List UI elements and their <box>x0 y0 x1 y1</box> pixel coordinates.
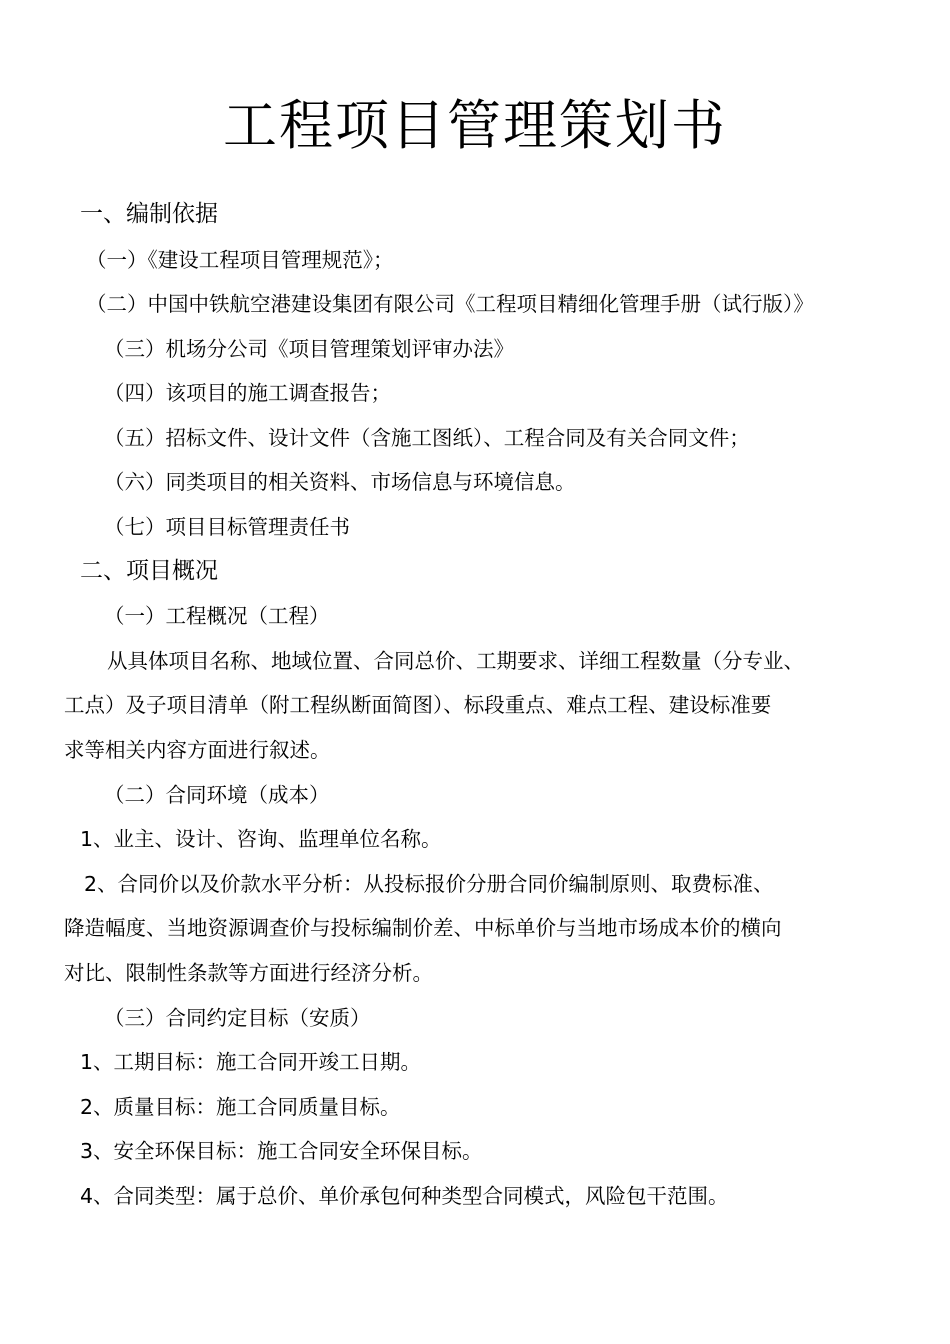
section-heading-basis: 一、编制依据 <box>80 201 218 227</box>
target-item-4: 4、合同类型：属于总价、单价承包何种类型合同模式，风险包干范围。 <box>80 1184 729 1208</box>
basis-item-7: （七）项目目标管理责任书 <box>104 515 350 539</box>
basis-item-2: （二）中国中铁航空港建设集团有限公司《工程项目精细化管理手册（试行版）》 <box>86 292 814 316</box>
document-title: 工程项目管理策划书 <box>223 94 727 157</box>
contract-item-2-line-2: 降造幅度、当地资源调查价与投标编制价差、中标单价与当地市场成本价的横向 <box>64 916 782 940</box>
contract-item-2-line-3: 对比、限制性条款等方面进行经济分析。 <box>64 961 433 985</box>
overview-sub2-title: （二）合同环境（成本） <box>104 783 330 807</box>
basis-item-3: （三）机场分公司《项目管理策划评审办法》 <box>104 337 514 361</box>
target-item-2: 2、质量目标：施工合同质量目标。 <box>80 1095 401 1119</box>
basis-item-1: （一）《建设工程项目管理规范》； <box>86 248 394 272</box>
overview-sub1-line-2: 工点）及子项目清单（附工程纵断面简图）、标段重点、难点工程、建设标准要 <box>64 693 772 717</box>
target-item-3: 3、安全环保目标：施工合同安全环保目标。 <box>80 1139 483 1163</box>
target-item-1: 1、工期目标：施工合同开竣工日期。 <box>80 1050 422 1074</box>
section-heading-overview: 二、项目概况 <box>80 558 218 584</box>
basis-item-6: （六）同类项目的相关资料、市场信息与环境信息。 <box>104 470 576 494</box>
contract-item-2-line-1: 2、合同价以及价款水平分析：从投标报价分册合同价编制原则、取费标准、 <box>84 872 774 896</box>
overview-sub1-line-3: 求等相关内容方面进行叙述。 <box>64 738 331 762</box>
basis-item-5: （五）招标文件、设计文件（含施工图纸）、工程合同及有关合同文件； <box>104 426 750 450</box>
overview-sub3-title: （三）合同约定目标（安质） <box>104 1006 371 1030</box>
basis-item-4: （四）该项目的施工调查报告； <box>104 381 391 405</box>
overview-sub1-line-1: 从具体项目名称、地域位置、合同总价、工期要求、详细工程数量（分专业、 <box>107 649 804 673</box>
overview-sub1-title: （一）工程概况（工程） <box>104 604 330 628</box>
contract-item-1: 1、业主、设计、咨询、监理单位名称。 <box>80 827 442 851</box>
